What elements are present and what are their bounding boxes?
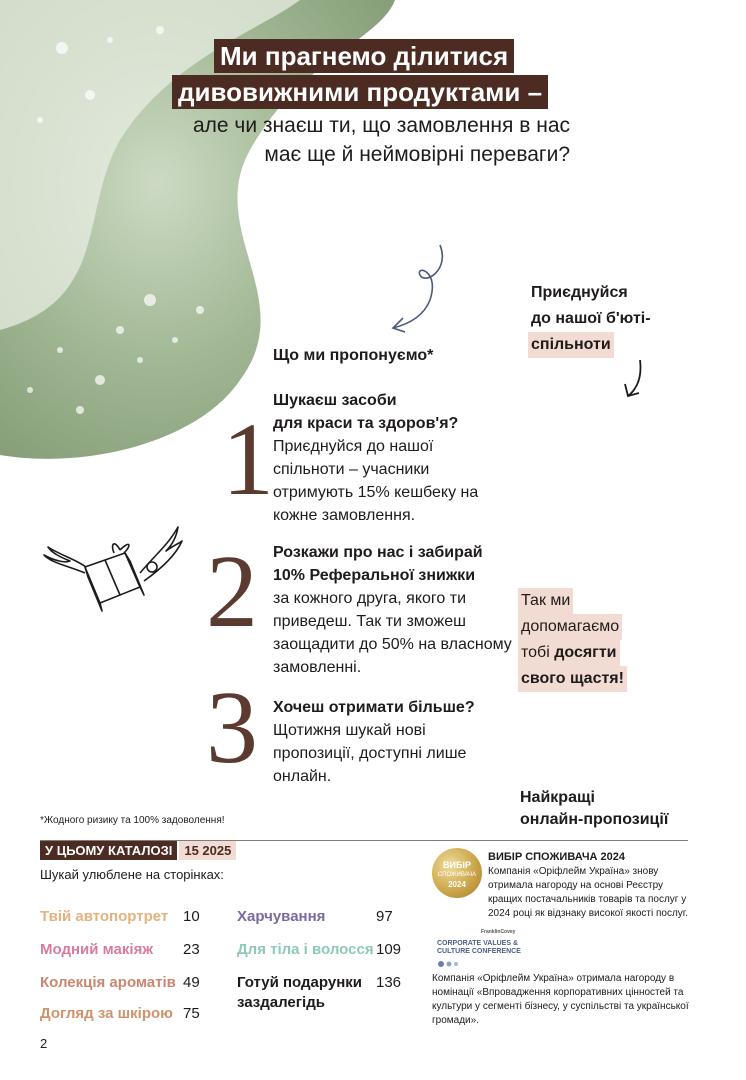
catalog-find-text: Шукай улюблене на сторінках: <box>40 867 224 882</box>
franklin-covey-brand: FranklinCovey <box>481 929 516 935</box>
toc-page: 75 <box>183 1005 200 1022</box>
catalog-label: У ЦЬОМУ КАТАЛОЗІ <box>40 841 177 860</box>
help-line-4: свого щастя! <box>521 670 624 687</box>
step-number-2: 2 <box>206 534 258 649</box>
toc-item-skincare[interactable] <box>40 1004 200 1024</box>
toc-page: 97 <box>376 908 393 925</box>
corp-award-text: Компанія «Оріфлейм Україна» отримала нагороду в номінації «Впровадження корпоративних цінностей та культури у сегменті бізнесу, у суспільстві та української громади». <box>432 973 689 1026</box>
help-callout <box>518 588 627 692</box>
step-number-1: 1 <box>222 402 274 517</box>
help-line-1: Так ми <box>518 588 573 614</box>
corp-logo-line-1: CORPORATE VALUES & <box>437 940 519 947</box>
step-3-text: Щотижня шукай нові пропозиції, доступні лише онлайн. <box>273 722 467 785</box>
toc-item-self-portrait[interactable] <box>40 907 200 927</box>
toc-page: 10 <box>183 908 200 925</box>
toc-item-makeup[interactable] <box>40 940 200 960</box>
best-line-1: Найкращі <box>520 789 595 806</box>
toc-label: Колекція ароматів <box>40 974 176 991</box>
arrow-down-left-icon <box>385 240 455 340</box>
toc-page: 136 <box>376 974 402 991</box>
award-text: Компанія «Оріфлейм Україна» знову отримала нагороду на основі Реєстру кращих постачальників товарів та послуг у 2024 році як відзнаку високої якості послуг. <box>488 866 688 919</box>
toc-page: 109 <box>376 941 402 958</box>
subtitle-line-2: має ще й неймовірні переваги? <box>264 143 570 166</box>
toc-item-body-hair[interactable] <box>237 940 402 960</box>
headline-line-2: дивовижними продуктами – <box>172 75 548 109</box>
catalog-heading <box>40 841 236 860</box>
toc-label-line-2: заздалегідь <box>237 994 325 1011</box>
badge-line-1: ВИБІР <box>443 860 471 870</box>
toc-label: Догляд за шкірою <box>40 1005 173 1022</box>
toc-item-nutrition[interactable] <box>237 907 393 927</box>
help-line-3b: досягти <box>554 644 617 661</box>
corporate-values-logo <box>437 929 521 973</box>
offer-title: Що ми пропонуємо* <box>273 347 434 364</box>
toc-item-fragrances[interactable] <box>40 973 200 993</box>
toc-page: 49 <box>183 974 200 991</box>
step-number-3: 3 <box>206 670 258 785</box>
badge-line-2: СПОЖИВАЧА <box>437 872 477 878</box>
step-3 <box>273 696 503 788</box>
best-online-offers <box>520 787 668 831</box>
footnote: *Жодного ризику та 100% задоволення! <box>40 815 225 826</box>
join-community-callout <box>528 280 654 358</box>
step-1-text: Приєднуйся до нашої спільноти – учасники отримують 15% кешбеку на кожне замовлення. <box>273 438 479 524</box>
step-2-text: за кожного друга, якого ти приведеш. Так ти зможеш заощадити до 50% на власному замовленні. <box>273 590 512 676</box>
catalog-issue: 15 2025 <box>179 841 236 860</box>
subtitle-line-1: але чи знаєш ти, що замовлення в нас <box>192 114 570 137</box>
winged-gift-icon <box>40 515 185 615</box>
toc-label: Харчування <box>237 908 326 925</box>
step-1-title-line-1: Шукаєш засоби <box>273 392 397 409</box>
headline-line-1: Ми прагнемо ділитися <box>214 39 514 73</box>
toc-page: 23 <box>183 941 200 958</box>
join-line-2: до нашої б'юті- <box>531 310 651 327</box>
toc-label: Готуй подарунки <box>237 974 362 991</box>
arrow-down-icon <box>620 358 650 402</box>
dots-icon <box>437 958 477 970</box>
corp-logo-line-2: CULTURE CONFERENCE <box>437 948 521 955</box>
award-title: ВИБІР СПОЖИВАЧА 2024 <box>488 851 626 863</box>
toc-label: Для тіла і волосся <box>237 941 374 958</box>
join-line-1: Приєднуйся <box>531 284 628 301</box>
toc-item-gifts[interactable] <box>237 973 402 1013</box>
best-line-2: онлайн-пропозиції <box>520 811 669 828</box>
help-line-3a: тобі <box>521 644 555 661</box>
step-1-title-line-2: для краси та здоров'я? <box>273 415 459 432</box>
step-2-title-line-1: Розкажи про нас і забирай <box>273 544 483 561</box>
step-2 <box>273 541 513 679</box>
step-3-title: Хочеш отримати більше? <box>273 699 475 716</box>
help-line-2: допомагаємо <box>518 614 622 640</box>
join-line-3: спільноти <box>528 332 614 358</box>
step-1 <box>273 389 493 527</box>
toc-label: Твій автопортрет <box>40 908 169 925</box>
step-2-title-line-2: 10% Реферальної знижки <box>273 567 476 584</box>
page-number: 2 <box>40 1036 48 1051</box>
headline-subtitle <box>150 111 570 169</box>
consumer-choice-badge <box>432 848 482 898</box>
toc-label: Модний макіяж <box>40 941 153 958</box>
badge-line-3: 2024 <box>448 880 466 889</box>
